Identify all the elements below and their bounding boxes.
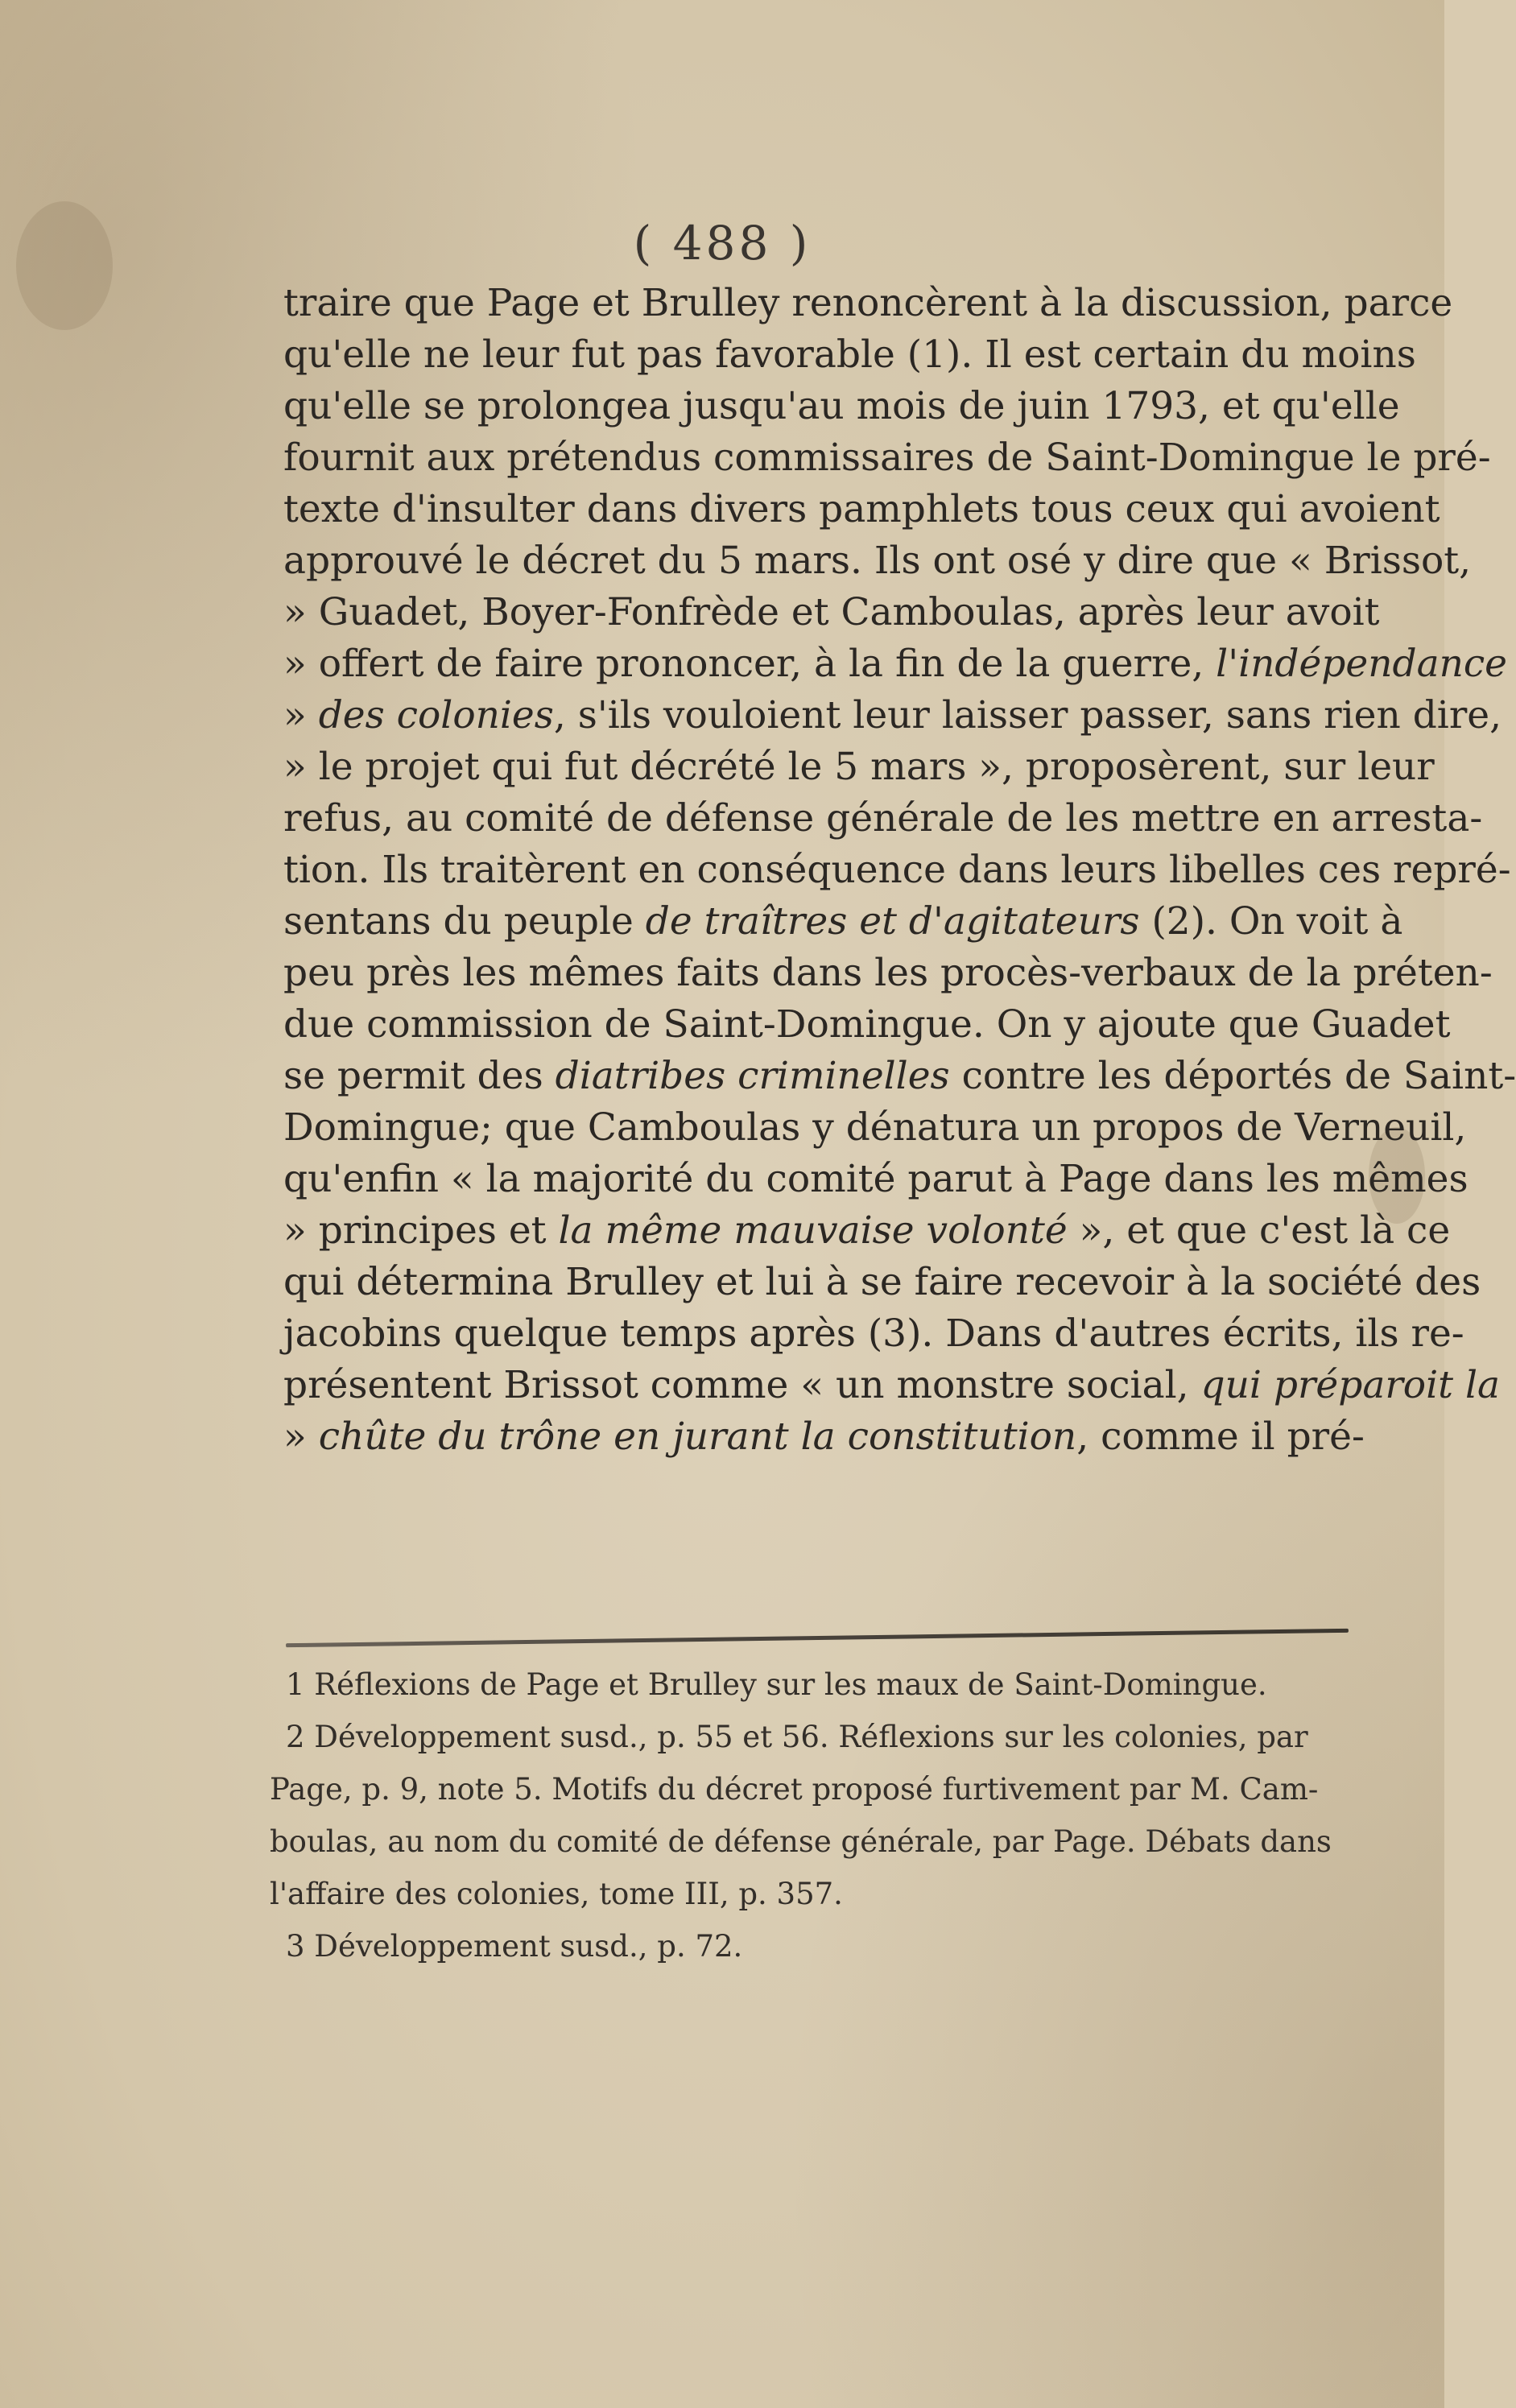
italic-text: des colonies <box>318 693 554 737</box>
footnote-3: 3 Développement susd., p. 72. <box>286 1929 743 1964</box>
text-line: sentans du peuple de traîtres et d'agitateurs (2). On voit à <box>283 899 1403 944</box>
text-line: se permit des diatribes criminelles contre les déportés de Saint- <box>283 1054 1516 1098</box>
italic-text: la même mauvaise volonté <box>558 1208 1068 1253</box>
text-line: refus, au comité de défense générale de les mettre en arresta- <box>283 796 1483 841</box>
footnote-2-cont: l'affaire des colonies, tome III, p. 357. <box>270 1877 843 1911</box>
text-line: peu près les mêmes faits dans les procès-verbaux de la préten- <box>283 951 1493 995</box>
page-number: ( 488 ) <box>633 216 812 271</box>
text-line: jacobins quelque temps après (3). Dans d'autres écrits, ils re- <box>283 1311 1464 1356</box>
text-line: » le projet qui fut décrété le 5 mars », proposèrent, sur leur <box>283 745 1435 789</box>
text-line: fournit aux prétendus commissaires de Saint-Domingue le pré- <box>283 436 1491 480</box>
text-line: due commission de Saint-Domingue. On y ajoute que Guadet <box>283 1002 1451 1047</box>
text-line: » chûte du trône en jurant la constitution, comme il pré- <box>283 1415 1365 1459</box>
italic-text: l'indépendance <box>1216 642 1507 686</box>
footnotes <box>270 1658 1413 1972</box>
footnote-1: 1 Réflexions de Page et Brulley sur les maux de Saint-Domingue. <box>286 1667 1267 1702</box>
text-line: » offert de faire prononcer, à la fin de la guerre, l'indépendance <box>283 642 1507 686</box>
text-line: qu'elle se prolongea jusqu'au mois de juin 1793, et qu'elle <box>283 384 1400 428</box>
text-line: approuvé le décret du 5 mars. Ils ont osé y dire que « Brissot, <box>283 539 1472 583</box>
text-line: qu'enfin « la majorité du comité parut à Page dans les mêmes <box>283 1157 1468 1201</box>
footnote-2: 2 Développement susd., p. 55 et 56. Réflexions sur les colonies, par <box>286 1720 1308 1754</box>
text-line: qu'elle ne leur fut pas favorable (1). Il est certain du moins <box>283 332 1416 377</box>
italic-text: qui préparoit la <box>1200 1363 1501 1407</box>
text-line: » des colonies, s'ils vouloient leur laisser passer, sans rien dire, <box>283 693 1502 737</box>
text-line: » Guadet, Boyer-Fonfrède et Camboulas, après leur avoit <box>283 590 1380 634</box>
text-line: tion. Ils traitèrent en conséquence dans leurs libelles ces repré- <box>283 848 1511 892</box>
italic-text: diatribes criminelles <box>555 1054 950 1098</box>
footnote-2-cont: boulas, au nom du comité de défense générale, par Page. Débats dans <box>270 1824 1332 1859</box>
text-line: présentent Brissot comme « un monstre social, qui préparoit la <box>283 1363 1501 1407</box>
text-line: traire que Page et Brulley renoncèrent à la discussion, parce <box>283 281 1453 325</box>
footnote-divider <box>286 1629 1349 1647</box>
text-line: Domingue; que Camboulas y dénatura un propos de Verneuil, <box>283 1105 1467 1150</box>
italic-text: chûte du trône en jurant la constitution <box>318 1415 1077 1459</box>
body-text <box>283 278 1516 1463</box>
text-line: texte d'insulter dans divers pamphlets tous ceux qui avoient <box>283 487 1440 531</box>
text-line: qui détermina Brulley et lui à se faire recevoir à la société des <box>283 1260 1481 1304</box>
footnote-2-cont: Page, p. 9, note 5. Motifs du décret proposé furtivement par M. Cam- <box>270 1772 1319 1807</box>
italic-text: de traîtres et d'agitateurs <box>645 899 1140 944</box>
text-line: » principes et la même mauvaise volonté », et que c'est là ce <box>283 1208 1451 1253</box>
